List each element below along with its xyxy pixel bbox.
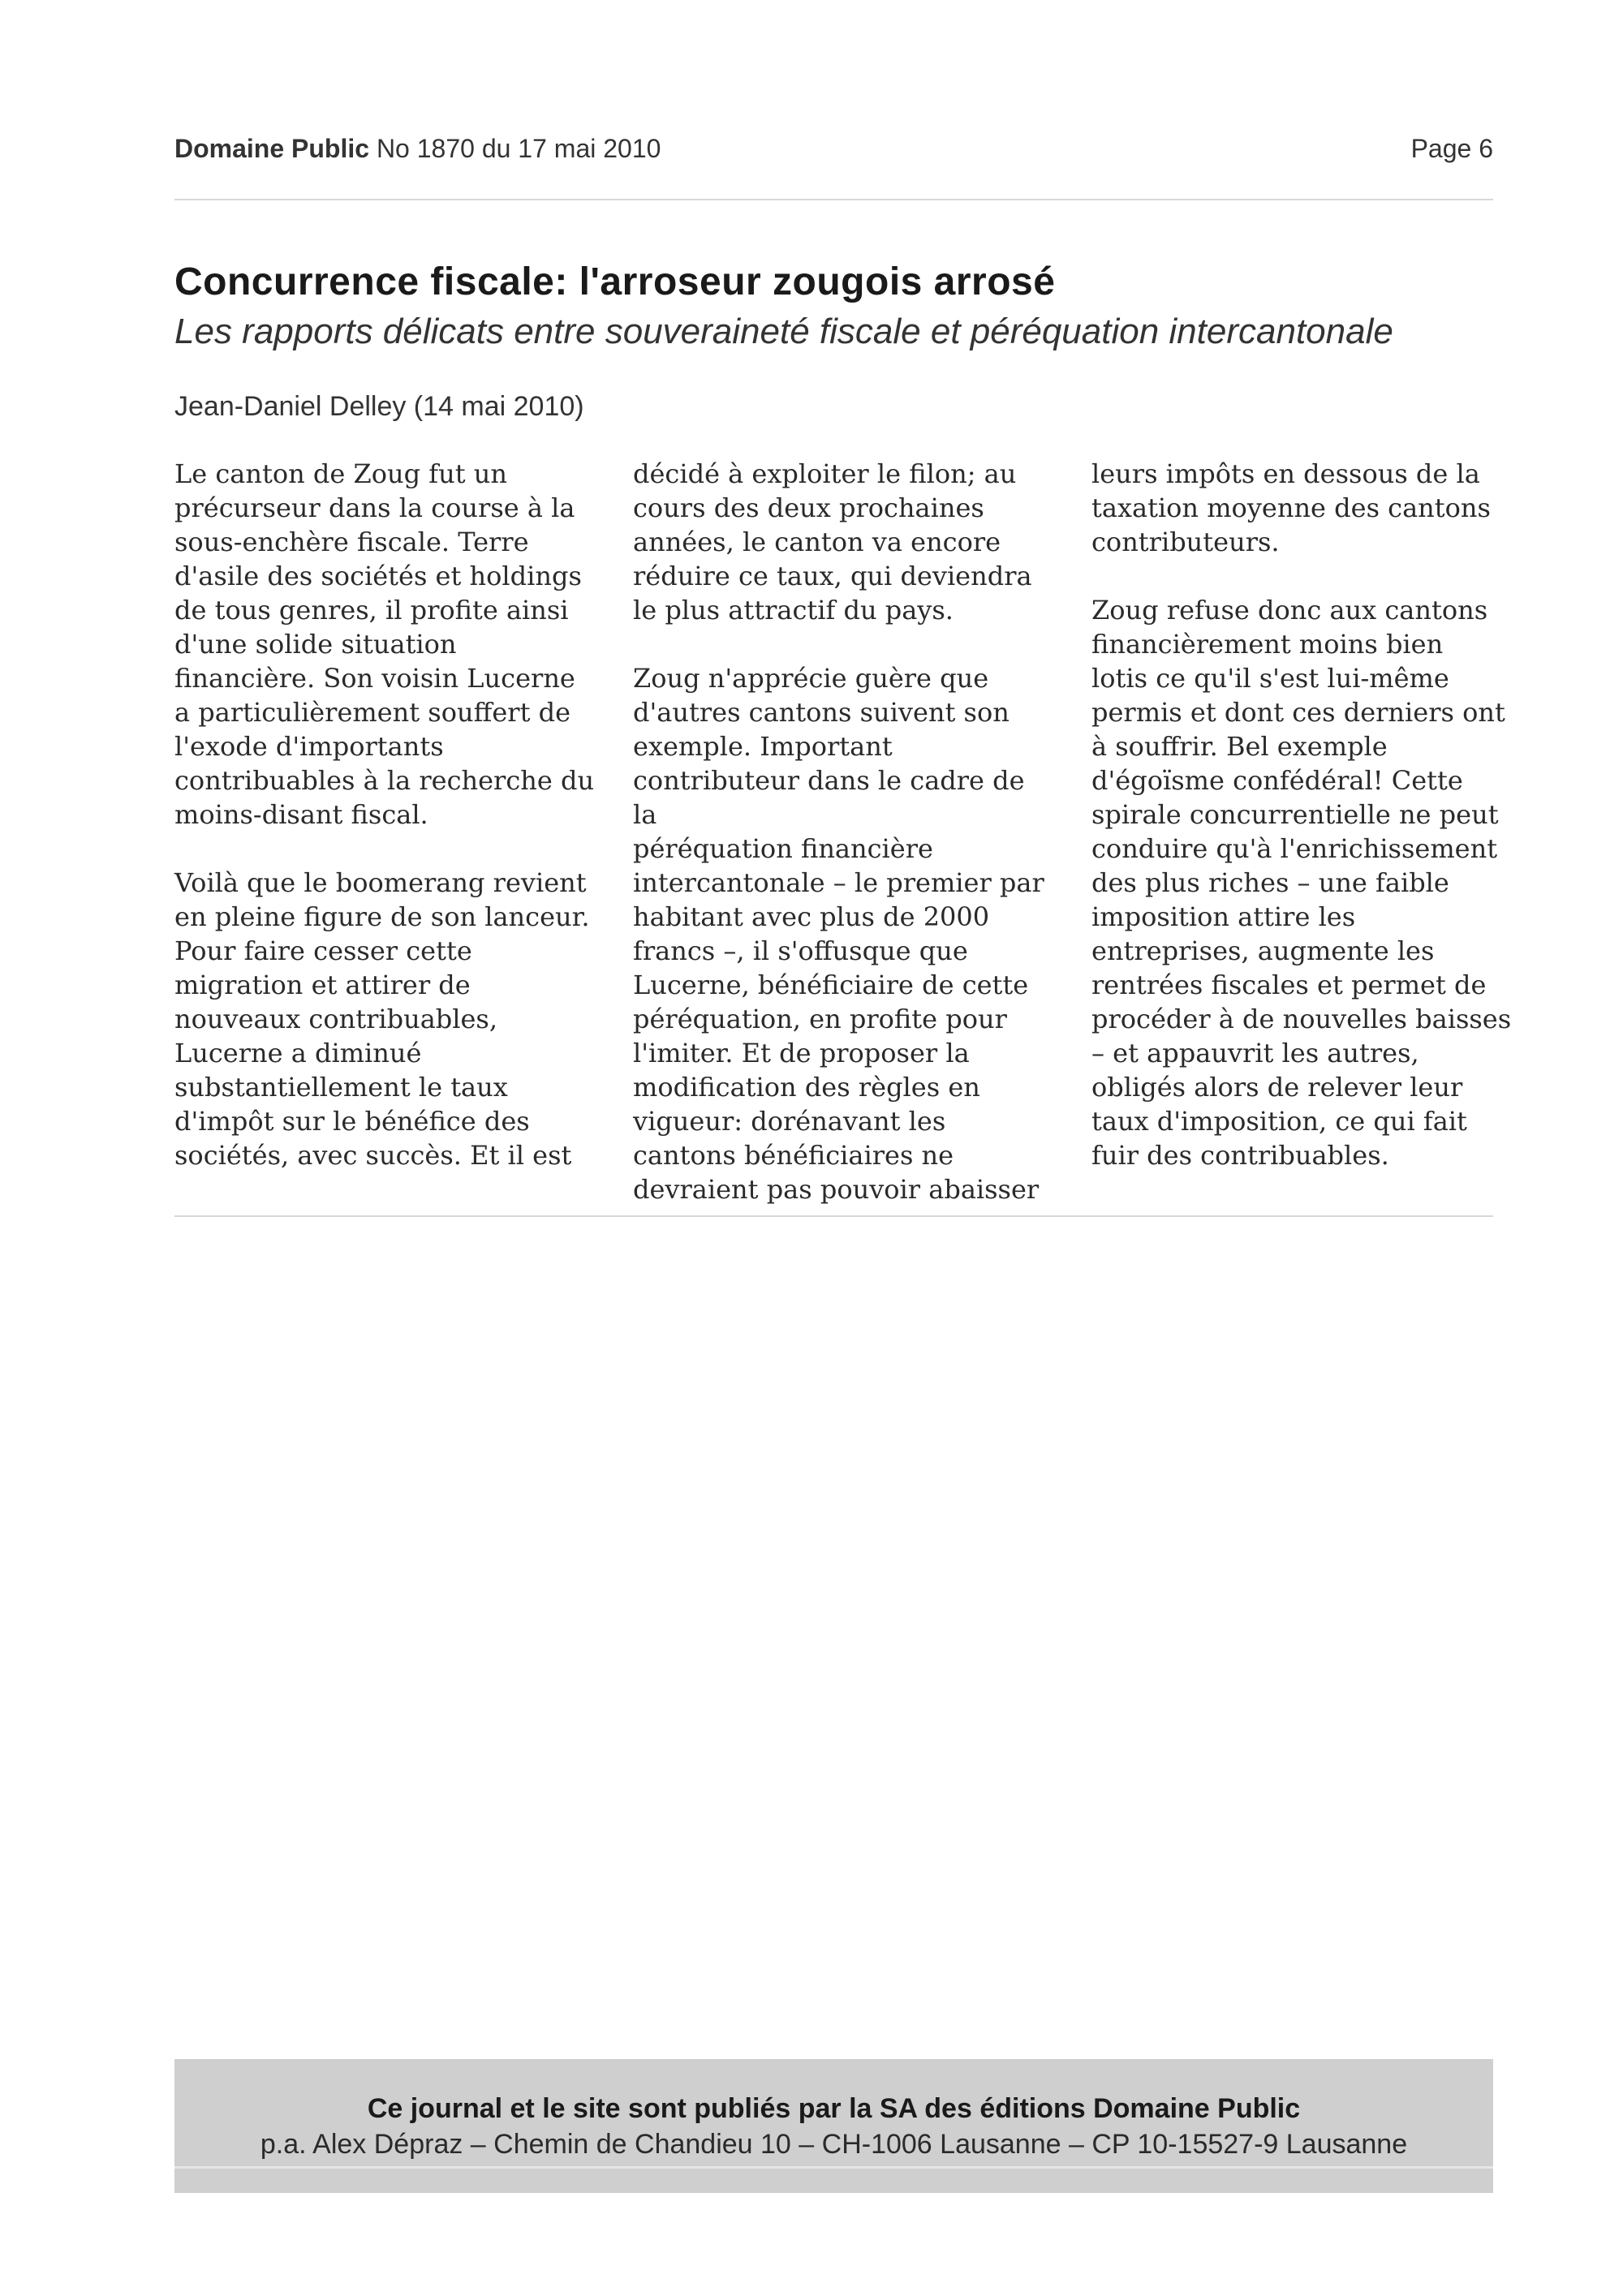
- article-subtitle: Les rapports délicats entre souveraineté fiscale et péréquation intercantonale: [174, 312, 1393, 351]
- article-column-3: [1091, 457, 1513, 1172]
- page-number: Page 6: [1410, 134, 1493, 163]
- paragraph: Le canton de Zoug fut un précurseur dans la course à la sous-enchère fiscale. Terre d'asile des sociétés et holdings de tous genres, il profite ainsi d'une solide situation financière. Son voisin Lucerne a particulièrement souffert de l'exode d'importants contribuables à la recherche du moins-disant fiscal.: [174, 458, 595, 830]
- paragraph: leurs impôts en dessous de la taxation moyenne des cantons contributeurs.: [1091, 458, 1491, 557]
- paragraph: décidé à exploiter le filon; au cours des deux prochaines années, le canton va encore réduire ce taux, qui deviendra le plus attractif du pays.: [633, 458, 1032, 626]
- page-header: [174, 134, 1493, 174]
- page-footer: [174, 2059, 1493, 2193]
- footer-address: p.a. Alex Dépraz – Chemin de Chandieu 10 – CH-1006 Lausanne – CP 10-15527-9 Lausanne: [260, 2129, 1408, 2160]
- footer-publisher: Ce journal et le site sont publiés par la SA des éditions Domaine Public: [367, 2093, 1301, 2124]
- paragraph: Zoug n'apprécie guère que d'autres cantons suivent son exemple. Important contributeur dans le cadre de la péréquation financière intercantonale – le premier par habitant avec plus de 2000 francs –, il s'offusque que Lucerne, bénéficiaire de cette péréquation, en profite pour l'imiter. Et de proposer la modification des règles en vigueur: dorénavant les cantons bénéficiaires ne devraient pas pouvoir abaisser: [633, 663, 1044, 1205]
- article-column-1: [174, 457, 596, 1172]
- footer-stripe: [174, 2166, 1493, 2169]
- header-divider: [174, 199, 1493, 200]
- issue-info: No 1870 du 17 mai 2010: [376, 134, 661, 163]
- paragraph: Voilà que le boomerang revient en pleine figure de son lanceur. Pour faire cesser cette migration et attirer de nouveaux contribuables, Lucerne a diminué substantiellement le taux d'impôt sur le bénéfice des sociétés, avec succès. Et il est: [174, 867, 590, 1171]
- article-end-divider: [174, 1215, 1493, 1217]
- article-column-2: [633, 457, 1055, 1206]
- article-byline: Jean-Daniel Delley (14 mai 2010): [174, 391, 584, 422]
- article-title: Concurrence fiscale: l'arroseur zougois arrosé: [174, 260, 1056, 303]
- paragraph: Zoug refuse donc aux cantons financièrement moins bien lotis ce qu'il s'est lui-même permis et dont ces derniers ont à souffrir. Bel exemple d'égoïsme confédéral! Cette spirale concurrentielle ne peut conduire qu'à l'enrichissement des plus riches – une faible imposition attire les entreprises, augmente les rentrées fiscales et permet de procéder à de nouvelles baisses – et appauvrit les autres, obligés alors de relever leur taux d'imposition, ce qui fait fuir des contribuables.: [1091, 595, 1512, 1171]
- publication-name: Domaine Public: [174, 134, 370, 163]
